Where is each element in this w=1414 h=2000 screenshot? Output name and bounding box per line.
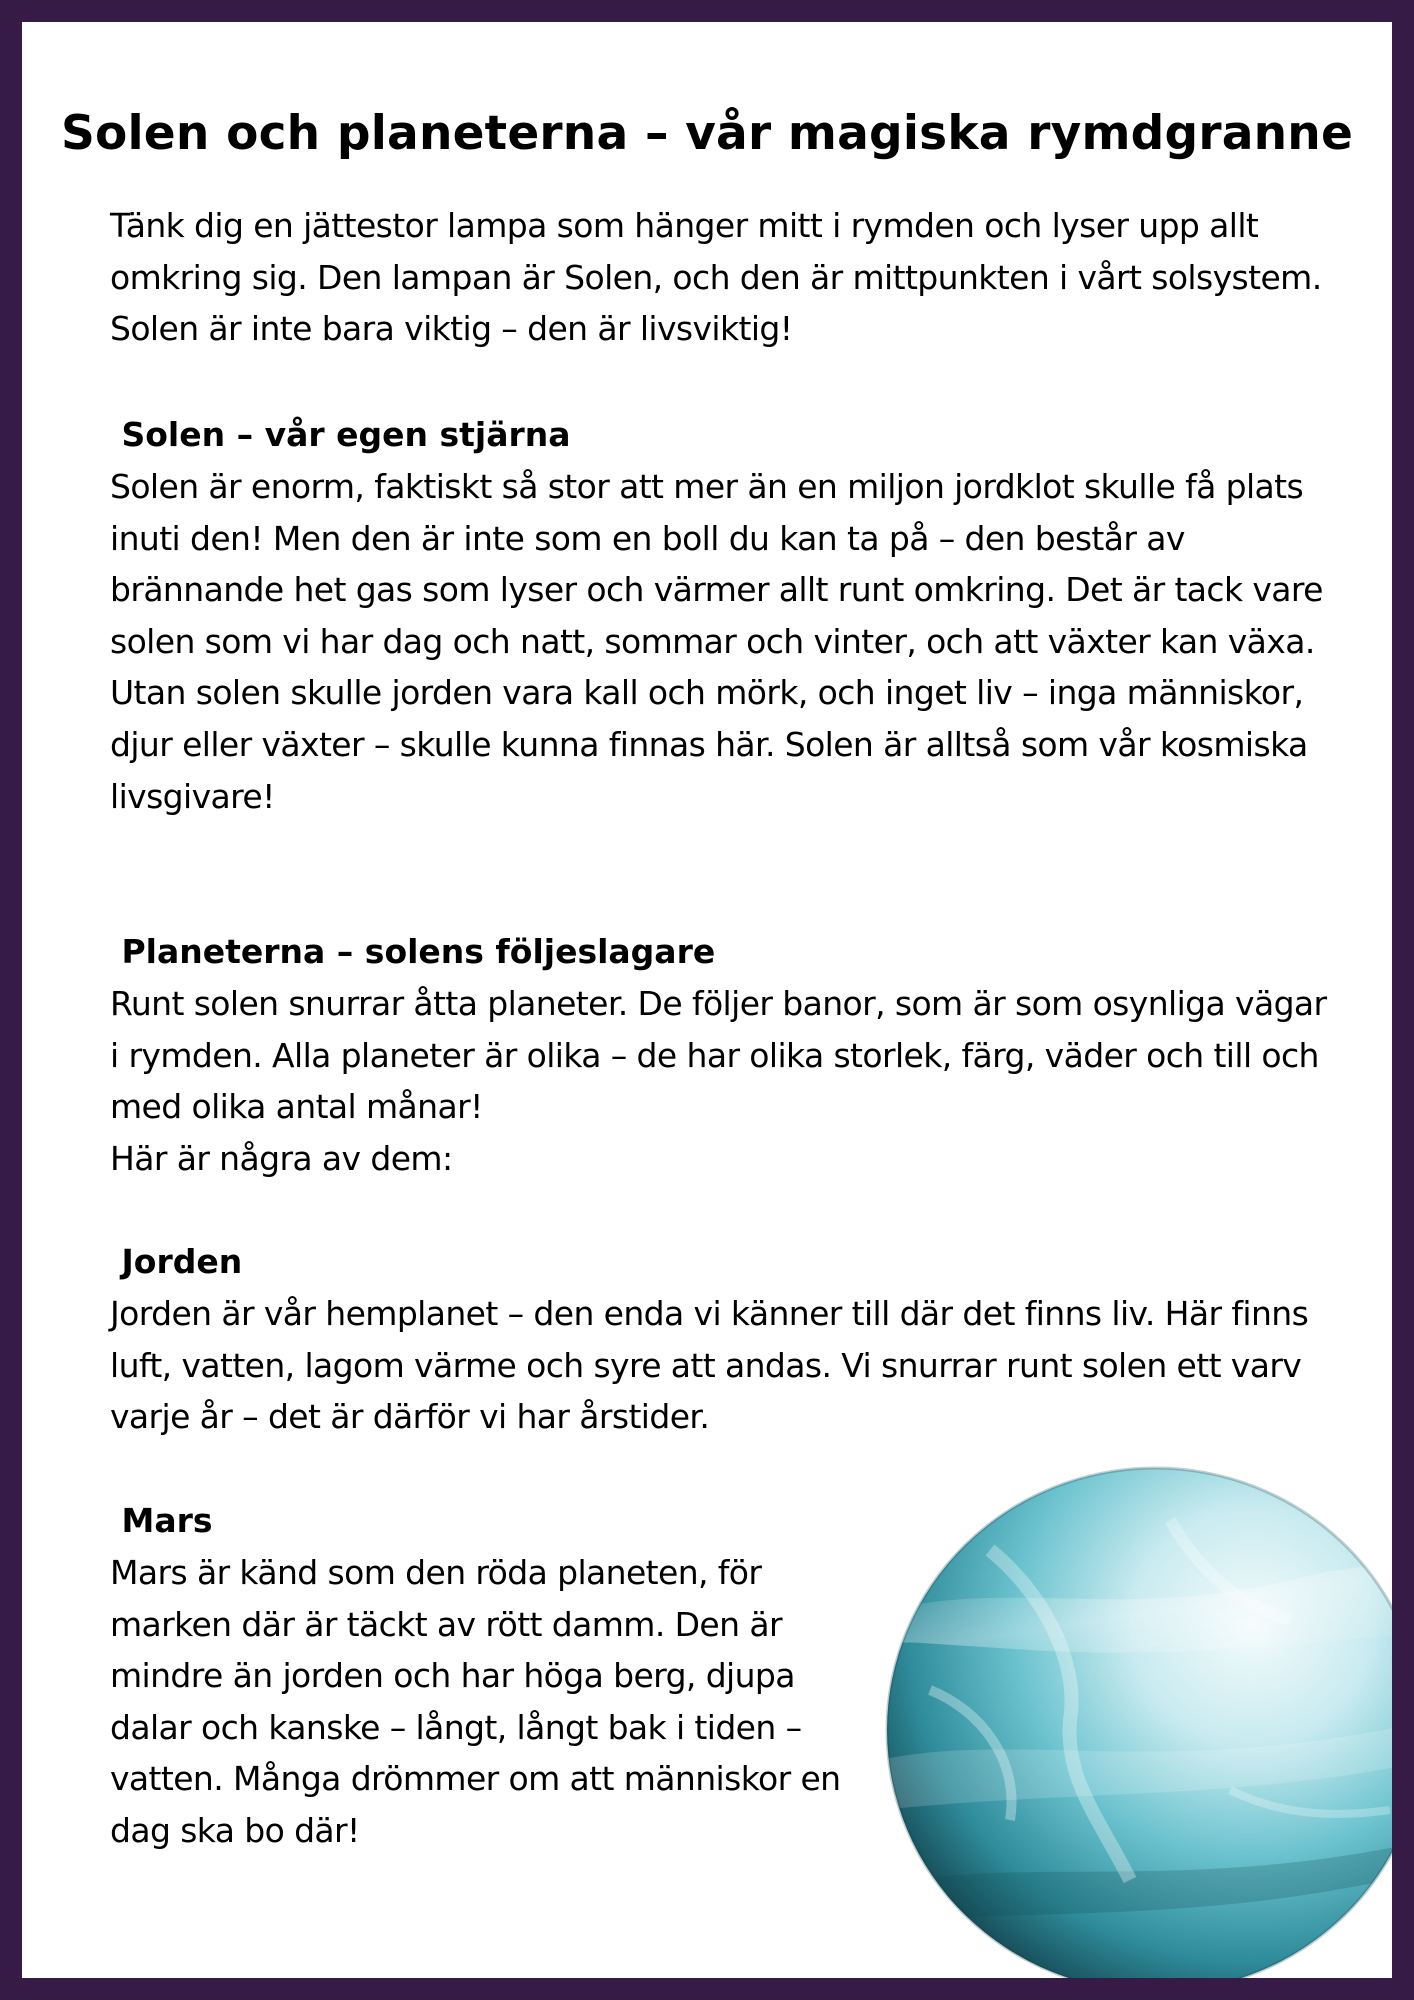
document-page <box>22 22 1392 1978</box>
section-body-sun <box>110 461 1340 822</box>
section-heading-earth: Jorden <box>110 1242 243 1281</box>
section-heading-sun: Solen – vår egen stjärna <box>110 415 571 454</box>
paragraph: Runt solen snurrar åtta planeter. De följer banor, som är som osynliga vägar i rymden. Alla planeter är olika – de har olika storlek, färg, väder och till och med olika antal månar! <box>110 984 1327 1127</box>
section-body-planets <box>110 978 1340 1184</box>
turquoise-planet-illustration <box>870 1460 1392 1978</box>
paragraph: Mars är känd som den röda planeten, för marken där är täckt av rött damm. Den är mindre än jorden och har höga berg, djupa dalar och kanske – långt, långt bak i tiden – vatten. Många drömmer om att människor en dag ska bo där! <box>110 1553 841 1850</box>
document-title: Solen och planeterna – vår magiska rymdgranne <box>60 106 1354 161</box>
section-body-mars <box>110 1547 870 1857</box>
paragraph: Solen är enorm, faktiskt så stor att mer än en miljon jordklot skulle få plats inuti den! Men den är inte som en boll du kan ta på – den består av brännande het gas som lyser och värmer allt runt omkring. Det är tack vare solen som vi har dag och natt, sommar och vinter, och att växter kan växa. <box>110 467 1323 661</box>
paragraph: Utan solen skulle jorden vara kall och mörk, och inget liv – inga människor, djur eller växter – skulle kunna finnas här. Solen är alltså som vår kosmiska livsgivare! <box>110 673 1308 816</box>
paragraph: Här är några av dem: <box>110 1138 453 1178</box>
intro-paragraph: Tänk dig en jättestor lampa som hänger mitt i rymden och lyser upp allt omkring sig. Den lampan är Solen, och den är mittpunkten i vårt solsystem. Solen är inte bara viktig – den är livsviktig! <box>110 206 1322 349</box>
section-heading-mars: Mars <box>110 1501 213 1540</box>
section-body-earth <box>110 1288 1340 1443</box>
paragraph: Jorden är vår hemplanet – den enda vi känner till där det finns liv. Här finns luft, vatten, lagom värme och syre att andas. Vi snurrar runt solen ett varv varje år – det är därför vi har årstider. <box>110 1294 1309 1437</box>
section-heading-planets: Planeterna – solens följeslagare <box>110 932 716 971</box>
